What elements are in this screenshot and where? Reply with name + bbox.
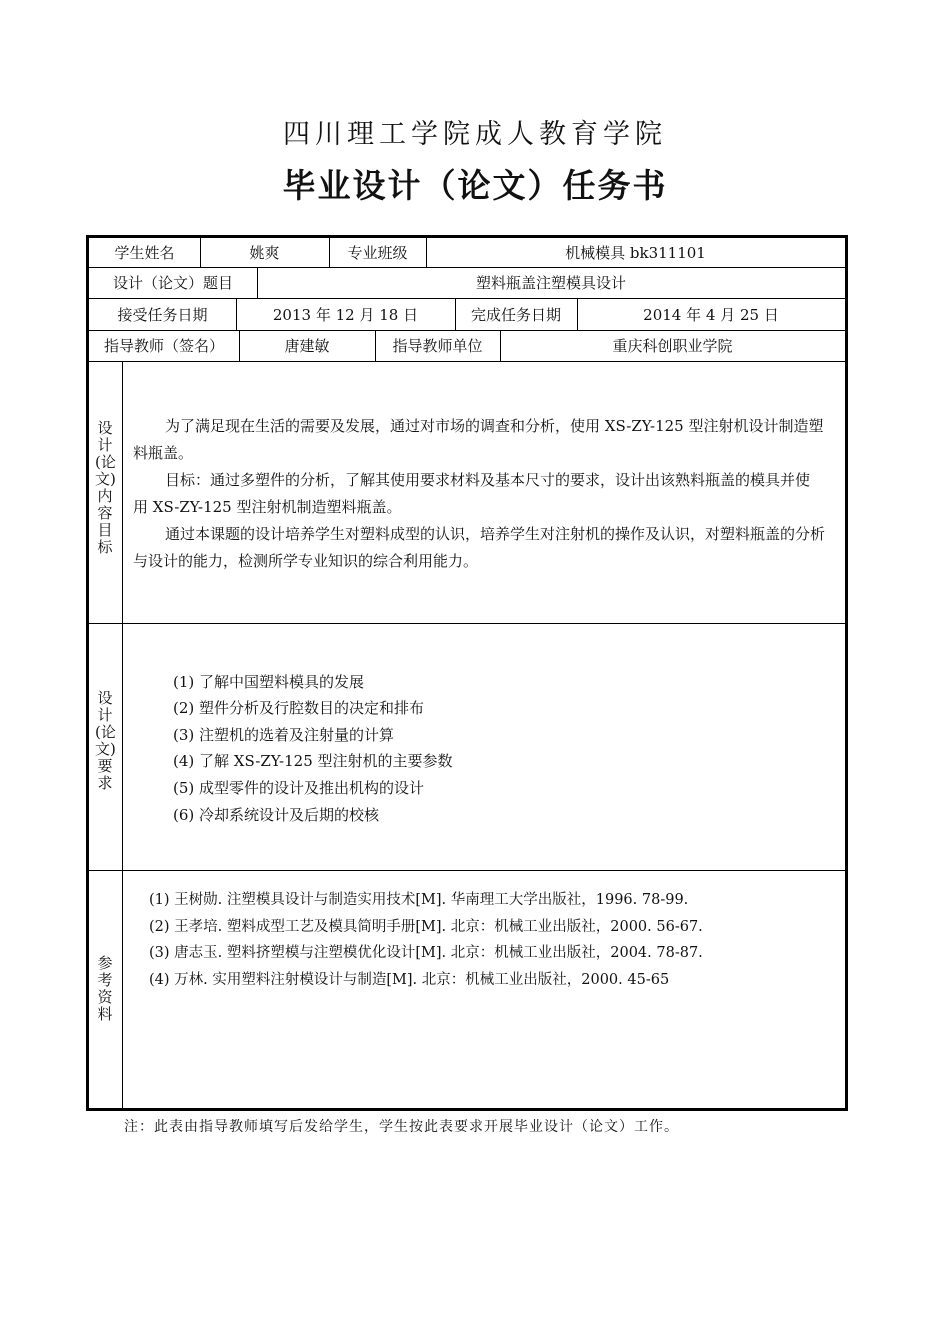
task-form-table [86, 235, 848, 1111]
row-divider [89, 361, 845, 362]
content-section-label: 设计(论文)内容目标 [95, 419, 116, 556]
content-paragraph-1: 为了满足现在生活的需要及发展，通过对市场的调查和分析，使用 XS-ZY-125 型注射机设计制造塑料瓶盖。 [133, 417, 824, 462]
finish-date-value: 2014 年 4 月 25 日 [643, 305, 779, 324]
row-divider [89, 870, 845, 871]
reference-item: (3) 唐志玉. 塑料挤塑模与注塑模优化设计[M]. 北京：机械工业出版社，2004. 78-87. [149, 945, 703, 961]
class-value: 机械模具 bk311101 [565, 244, 706, 262]
footer-note: 注：此表由指导教师填写后发给学生，学生按此表要求开展毕业设计（论文）工作。 [124, 1119, 679, 1135]
student-name-value: 姚爽 [249, 244, 280, 262]
student-name-label: 学生姓名 [114, 244, 175, 262]
requirement-item: (6) 冷却系统设计及后期的校核 [173, 806, 380, 824]
advisor-value: 唐建敏 [284, 337, 330, 355]
requirement-item: (5) 成型零件的设计及推出机构的设计 [173, 779, 425, 797]
reference-item: (2) 王孝培. 塑料成型工艺及模具简明手册[M]. 北京：机械工业出版社，2000. 56-67. [149, 919, 703, 935]
reference-item: (1) 王树勋. 注塑模具设计与制造实用技术[M]. 华南理工大学出版社，1996. 78-99. [149, 892, 689, 908]
document-title: 毕业设计（论文）任务书 [282, 166, 668, 205]
finish-date-label: 完成任务日期 [470, 305, 561, 324]
reference-item: (4) 万林. 实用塑料注射模设计与制造[M]. 北京：机械工业出版社，2000. 45-65 [149, 972, 670, 988]
references-section-label: 参考资料 [97, 954, 113, 1023]
class-label: 专业班级 [347, 244, 408, 262]
requirement-item: (4) 了解 XS-ZY-125 型注射机的主要参数 [173, 752, 453, 770]
advisor-unit-label: 指导教师单位 [392, 337, 483, 355]
content-paragraph-3: 通过本课题的设计培养学生对塑料成型的认识，培养学生对注射机的操作及认识，对塑料瓶盖的分析与设计的能力，检测所学专业知识的综合利用能力。 [133, 525, 826, 570]
requirement-item: (2) 塑件分析及行腔数目的决定和排布 [173, 699, 425, 717]
requirement-item: (1) 了解中国塑料模具的发展 [173, 673, 365, 691]
advisor-unit-value: 重庆科创职业学院 [612, 337, 733, 355]
advisor-label: 指导教师（签名） [103, 337, 224, 355]
topic-value: 塑料瓶盖注塑模具设计 [475, 274, 626, 292]
topic-label: 设计（论文）题目 [112, 274, 233, 292]
start-date-label: 接受任务日期 [117, 305, 208, 324]
institution-title: 四川理工学院成人教育学院 [283, 119, 667, 150]
requirement-item: (3) 注塑机的选着及注射量的计算 [173, 726, 395, 744]
requirements-section-label: 设计(论文)要求 [95, 689, 116, 792]
row-divider [89, 623, 845, 624]
col-divider [122, 361, 123, 1108]
content-paragraph-2: 目标：通过多塑件的分析，了解其使用要求材料及基本尺寸的要求，设计出该熟料瓶盖的模具并使用 XS-ZY-125 型注射机制造塑料瓶盖。 [133, 471, 811, 516]
start-date-value: 2013 年 12 月 18 日 [272, 305, 419, 324]
